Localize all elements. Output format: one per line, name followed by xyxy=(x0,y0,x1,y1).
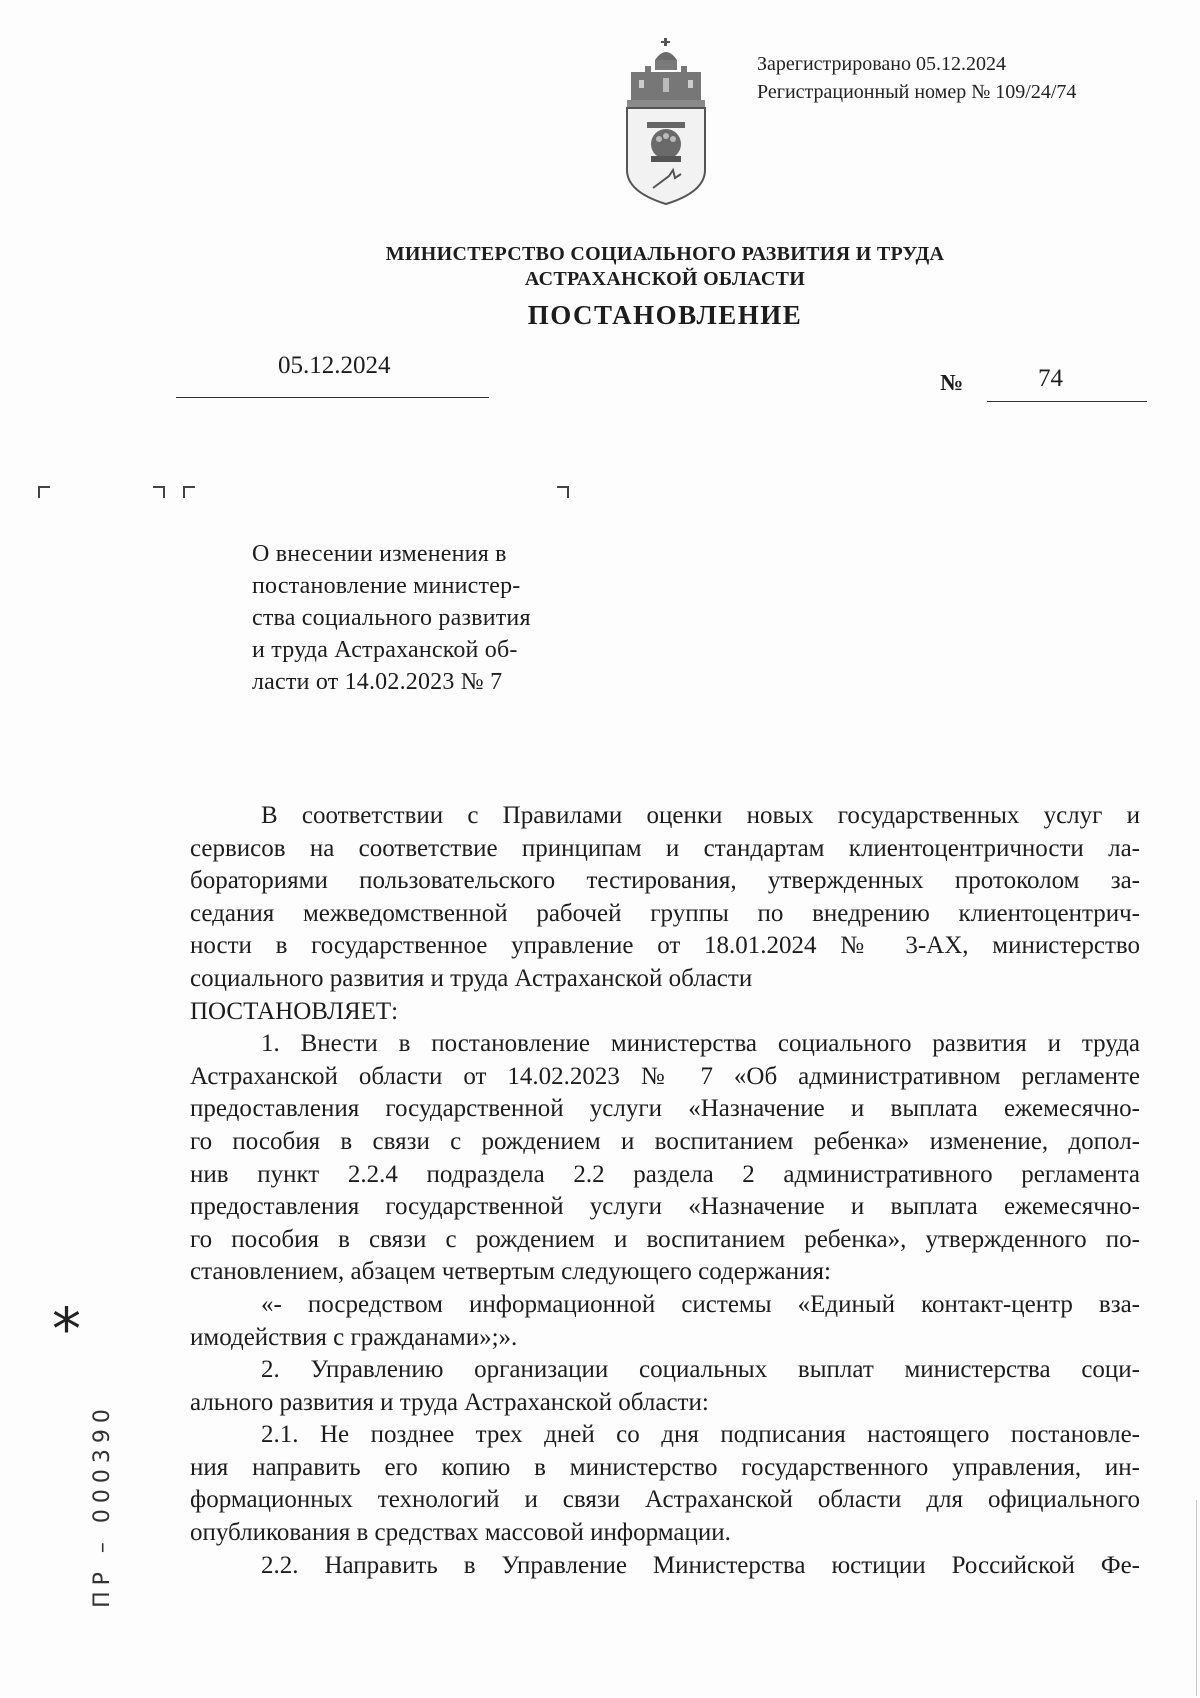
body-line: бораториями пользовательского тестирования, утвержденных протоколом за- xyxy=(190,867,1140,895)
body-line: «- посредством информационной системы «Единый контакт-центр вза- xyxy=(261,1290,1140,1318)
document-date: 05.12.2024 xyxy=(278,352,391,379)
number-underline xyxy=(987,401,1147,402)
date-underline xyxy=(176,397,489,398)
title-line: постановление министер- xyxy=(252,573,521,599)
title-line: ства социального развития xyxy=(252,605,531,631)
body-line: седания межведомственной рабочей группы по внедрению клиентоцентрич- xyxy=(190,899,1140,927)
title-line: ласти от 14.02.2023 № 7 xyxy=(252,669,503,695)
body-line: 1. Внести в постановление министерства социального развития и труда xyxy=(261,1030,1140,1058)
corner-mark xyxy=(153,486,165,498)
number-sign: № xyxy=(940,370,964,395)
document-type: ПОСТАНОВЛЕНИЕ xyxy=(527,300,803,330)
coat-of-arms-icon xyxy=(625,38,707,206)
body-line: 2.1. Не позднее трех дней со дня подписания настоящего постановле- xyxy=(261,1421,1140,1449)
side-registration-code xyxy=(62,1402,142,1608)
body-line: социального развития и труда Астраханской области xyxy=(190,964,753,992)
title-line: О внесении изменения в xyxy=(252,541,507,567)
body-line: ния направить его копию в министерство государственного управления, ин- xyxy=(190,1453,1140,1481)
asterisk-mark: * xyxy=(52,1295,81,1363)
body-line: предоставления государственной услуги «Назначение и выплата ежемесячно- xyxy=(190,1193,1140,1221)
body-line: имодействия с гражданами»;». xyxy=(190,1323,518,1351)
corner-mark xyxy=(557,486,569,498)
document-number: 74 xyxy=(1038,365,1063,392)
body-line: формационных технологий и связи Астраханской области для официального xyxy=(190,1486,1140,1514)
body-line: В соответствии с Правилами оценки новых государственных услуг и xyxy=(261,802,1140,829)
body-line: предоставления государственной услуги «Назначение и выплата ежемесячно- xyxy=(190,1095,1140,1123)
body-line: 2.2. Направить в Управление Министерства юстиции Российской Фе- xyxy=(261,1551,1140,1579)
body-line: ности в государственное управление от 18.01.2024 № 3-АХ, министерство xyxy=(190,932,1140,960)
ministry-name-line1: МИНИСТЕРСТВО СОЦИАЛЬНОГО РАЗВИТИЯ И ТРУДА xyxy=(385,243,945,265)
body-line: го пособия в связи с рождением и воспитанием ребенка» изменение, допол- xyxy=(190,1127,1140,1155)
body-line: 2. Управлению организации социальных выплат министерства соци- xyxy=(261,1356,1140,1384)
document-title xyxy=(252,538,584,698)
document-body xyxy=(190,800,1140,1582)
corner-mark xyxy=(183,486,195,498)
body-line: нив пункт 2.2.4 подраздела 2.2 раздела 2 административного регламента xyxy=(190,1160,1140,1188)
ministry-name-line2: АСТРАХАНСКОЙ ОБЛАСТИ xyxy=(524,268,806,290)
resolution-keyword: ПОСТАНОВЛЯЕТ: xyxy=(190,997,399,1025)
body-line: становлением, абзацем четвертым следующего содержания: xyxy=(190,1258,831,1286)
registration-date: Зарегистрировано 05.12.2024 xyxy=(757,53,1007,75)
side-code-text: ПР – 000390 xyxy=(89,1402,115,1608)
title-line: и труда Астраханской об- xyxy=(252,637,518,663)
corner-mark xyxy=(38,486,50,498)
body-line: Астраханской области от 14.02.2023 № 7 «Об административном регламенте xyxy=(190,1062,1140,1090)
body-line: ального развития и труда Астраханской области: xyxy=(190,1388,709,1416)
body-line: сервисов на соответствие принципам и стандартам клиентоцентричности ла- xyxy=(190,834,1140,862)
scan-edge-mark xyxy=(1196,1500,1197,1696)
registration-number: Регистрационный номер № 109/24/74 xyxy=(757,81,1077,103)
body-line: опубликования в средствах массовой информации. xyxy=(190,1519,731,1547)
body-line: го пособия в связи с рождением и воспитанием ребенка», утвержденного по- xyxy=(190,1225,1140,1253)
